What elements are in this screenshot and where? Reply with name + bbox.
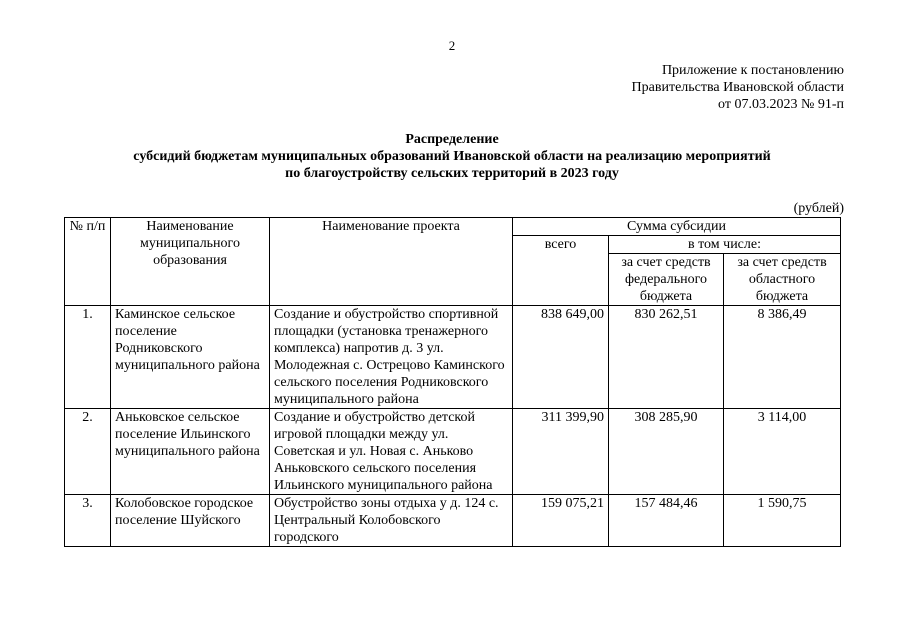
header-project: Наименование проекта (270, 218, 513, 306)
document-title (60, 131, 844, 182)
row-federal: 830 262,51 (609, 306, 724, 409)
page-number: 2 (448, 38, 456, 53)
row-municipality: Колобовское городское поселение Шуйского (111, 495, 270, 547)
row-municipality: Аньковское сельское поселение Ильинского муниципального района (111, 409, 270, 495)
header-municipality: Наименование муниципального образования (111, 218, 270, 306)
title-line-1: Распределение (405, 132, 499, 147)
row-regional: 8 386,49 (724, 306, 841, 409)
row-total: 159 075,21 (513, 495, 609, 547)
appendix-line-1: Приложение к постановлению (661, 63, 844, 78)
appendix-line-3: от 07.03.2023 № 91-п (718, 97, 844, 112)
appendix-line-2: Правительства Ивановской области (631, 80, 844, 95)
table-row (65, 495, 841, 547)
header-num: № п/п (65, 218, 111, 306)
row-num: 3. (65, 495, 111, 547)
header-total: всего (513, 236, 609, 306)
table-row (65, 306, 841, 409)
appendix-header (632, 62, 844, 113)
title-line-3: по благоустройству сельских территорий в 2023 году (285, 166, 619, 181)
row-project: Обустройство зоны отдыха у д. 124 с. Центральный Колобовского городского (270, 495, 513, 547)
row-num: 1. (65, 306, 111, 409)
header-subsidy: Сумма субсидии (513, 218, 841, 236)
header-regional: за счет средств областного бюджета (724, 254, 841, 306)
row-total: 311 399,90 (513, 409, 609, 495)
row-municipality: Каминское сельское поселение Родниковского муниципального района (111, 306, 270, 409)
header-federal: за счет средств федерального бюджета (609, 254, 724, 306)
row-federal: 157 484,46 (609, 495, 724, 547)
row-project: Создание и обустройство спортивной площадки (установка тренажерного комплекса) напротив д. 3 ул. Молодежная с. Острецово Каминского сельского поселения Родниковского муниципального района (270, 306, 513, 409)
row-num: 2. (65, 409, 111, 495)
header-including: в том числе: (609, 236, 841, 254)
subsidies-table (64, 217, 841, 547)
row-regional: 1 590,75 (724, 495, 841, 547)
header-row-1 (65, 218, 841, 236)
row-regional: 3 114,00 (724, 409, 841, 495)
row-project: Создание и обустройство детской игровой площадки между ул. Советская и ул. Новая с. Аньково Аньковского сельского поселения Ильинского муниципального района (270, 409, 513, 495)
row-total: 838 649,00 (513, 306, 609, 409)
row-federal: 308 285,90 (609, 409, 724, 495)
title-line-2: субсидий бюджетам муниципальных образований Ивановской области на реализацию мероприятий (133, 149, 771, 164)
table-row (65, 409, 841, 495)
units-label: (рублей) (793, 201, 844, 216)
